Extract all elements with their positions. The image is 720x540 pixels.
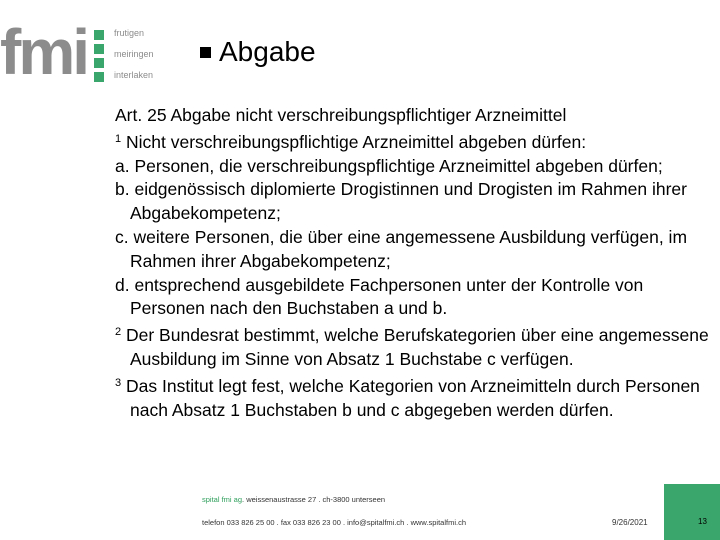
footer-date: 9/26/2021 <box>612 518 648 527</box>
article-heading: Art. 25 Abgabe nicht verschreibungspflichtiger Arzneimittel <box>115 105 567 125</box>
page-number: 13 <box>698 517 707 526</box>
logo-square-icon <box>94 30 104 40</box>
list-item-c: c. weitere Personen, die über eine angemessene Ausbildung verfügen, im Rahmen ihrer Abgabekompetenz; <box>115 226 688 271</box>
paragraph-number: 2 <box>115 326 122 339</box>
footer-org: spital fmi ag <box>202 495 243 504</box>
logo-location-interlaken: interlaken <box>114 70 154 80</box>
list-item-b: b. eidgenössisch diplomierte Drogistinnen und Drogisten im Rahmen ihrer Abgabekompetenz; <box>115 179 687 224</box>
article-text <box>115 104 715 422</box>
paragraph-3-text: Das Institut legt fest, welche Kategorien von Arzneimitteln durch Personen nach Absatz 1 Buchstaben b und c abgegeben werden dürfen. <box>126 375 700 420</box>
logo-location-meiringen: meiringen <box>114 49 154 59</box>
paragraph-number: 1 <box>115 132 122 145</box>
paragraph-2-text: Der Bundesrat bestimmt, welche Berufskategorien über eine angemessene Ausbildung im Sinne von Absatz 1 Buchstabe c verfügen. <box>126 325 709 369</box>
footer-address <box>202 495 385 504</box>
corner-accent <box>664 484 720 540</box>
list-item-d: d. entsprechend ausgebildete Fachpersonen unter der Kontrolle von Personen nach den Buchstaben a und b. <box>115 274 644 319</box>
logo-square-icon <box>94 58 104 68</box>
footer-contact: telefon 033 826 25 00 . fax 033 826 23 00 . info@spitalfmi.ch . www.spitalfmi.ch <box>202 518 467 527</box>
square-bullet-icon <box>200 47 211 58</box>
logo-location-frutigen: frutigen <box>114 28 145 38</box>
slide-title <box>200 36 316 68</box>
logo-wordmark: fmi <box>0 16 87 88</box>
paragraph-2 <box>115 321 715 372</box>
paragraph-1 <box>115 128 715 155</box>
paragraph-3 <box>115 372 715 423</box>
paragraph-1-text: Nicht verschreibungspflichtige Arzneimittel abgeben dürfen: <box>126 131 587 152</box>
paragraph-number: 3 <box>115 376 122 389</box>
logo-square-icon <box>94 72 104 82</box>
logo-square-icon <box>94 44 104 54</box>
slide-title-text: Abgabe <box>219 36 316 67</box>
list-item-a: a. Personen, die verschreibungspflichtige Arzneimittel abgeben dürfen; <box>115 155 663 176</box>
footer-address-text: . weissenaustrasse 27 . ch-3800 unterseen <box>242 495 386 504</box>
fmi-logo <box>0 18 190 88</box>
